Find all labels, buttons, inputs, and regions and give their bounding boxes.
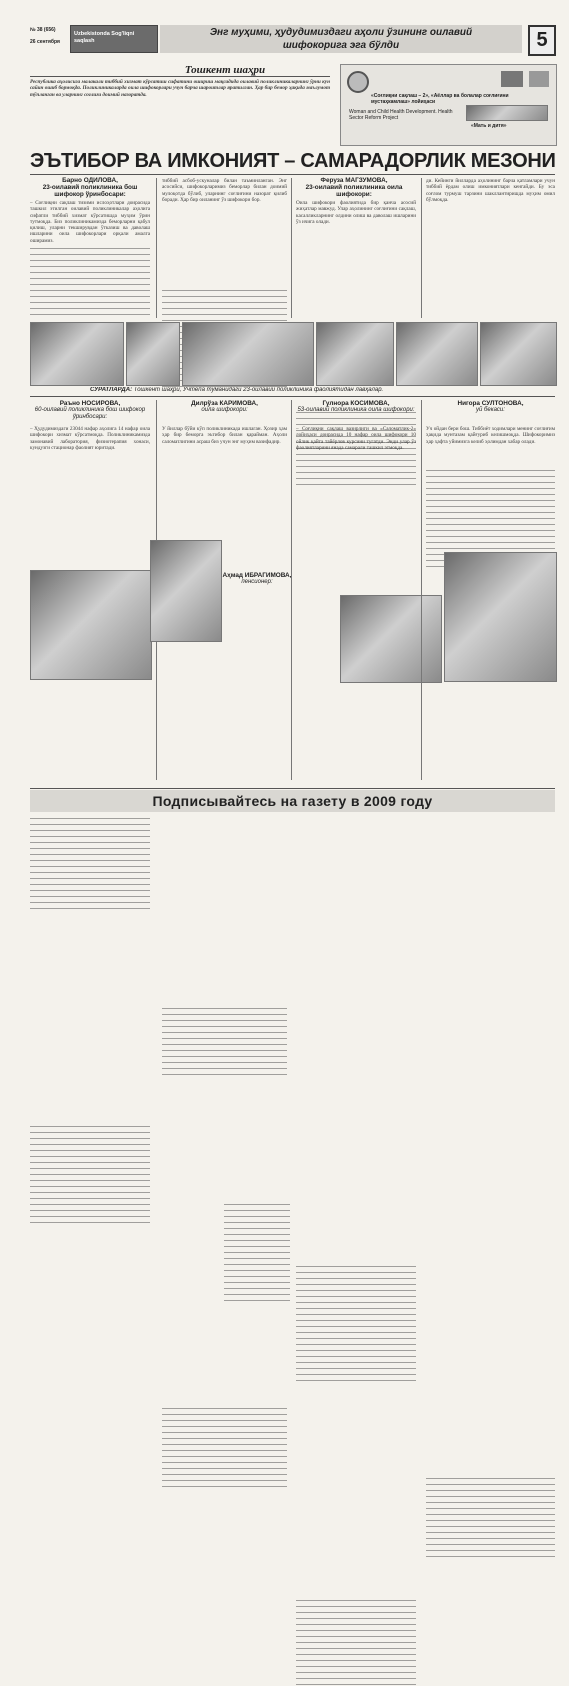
date-line: 26 сентября	[30, 39, 60, 45]
ad-label-1: «Соғлиқни сақлаш – 2», «Аёллар ва болалар соғлиғини мустаҳкамлаш» лойиҳаси	[371, 93, 509, 105]
article-photo	[444, 552, 557, 682]
footer-text: Подписывайтесь на газету в 2009 году	[152, 793, 433, 809]
author-name: Барно ОДИЛОВА,	[62, 177, 118, 184]
author-block	[30, 177, 150, 198]
interview-header	[162, 400, 287, 414]
column-rule	[291, 178, 292, 318]
interview-header	[296, 400, 416, 414]
divider	[30, 396, 555, 397]
article-photo	[340, 595, 442, 683]
headline-line-1: Энг муҳими, ҳудудимиздаги аҳоли ўзининг оилавий	[209, 27, 473, 38]
article-photo	[150, 540, 222, 642]
ad-label-3: «Мать и дитя»	[471, 123, 507, 129]
column-rule	[156, 178, 157, 318]
column-rule	[421, 178, 422, 318]
text-lines	[30, 248, 150, 320]
issue-line: № 38 (656)	[30, 27, 56, 33]
article-column: – Соғлиқни сақлаш вазирлиги ва «Саломатлик-2» лойиҳаси доирасида 10 нафар оила шифокори 10 ойлик қайта тайёрлов курсини тугатди. Энди улар ўз фаолиятларини янада самарали ташкил этмоқда.	[296, 426, 416, 451]
author-role: 23-оилавий поликлиника оила шифокори:	[305, 184, 403, 198]
ad-photo	[466, 105, 548, 121]
article-photo	[30, 570, 152, 680]
author-block	[294, 177, 414, 198]
text-lines	[296, 1266, 416, 1386]
interviewee-name: Гулнора КОСИМОВА,	[322, 400, 390, 407]
text-lines	[30, 1126, 150, 1224]
headline-line-2: шифокорига эга бўлди	[282, 40, 400, 51]
article-photo	[316, 322, 394, 386]
interviewee-role: пенсионер:	[241, 579, 273, 585]
interviewee-role: уй бекаси:	[476, 407, 505, 413]
masthead	[30, 25, 555, 57]
ad-label-2: Woman and Child Health Development. Health Sector Reform Project	[349, 109, 453, 121]
text-lines	[162, 1008, 287, 1078]
article-photo	[396, 322, 478, 386]
interviewee-role: оила шифокори:	[201, 407, 248, 413]
text-lines	[426, 1478, 555, 1558]
author-role: 23-оилавий поликлиника бош шифокор ўринбосари:	[42, 184, 138, 198]
divider	[30, 788, 555, 789]
project-ad	[340, 64, 557, 146]
article-photo	[182, 322, 314, 386]
main-title: ЭЪТИБОР ВА ИМКОНИЯТ – САМАРАДОРЛИК МЕЗОНИ	[30, 150, 556, 172]
emblem-icon	[347, 71, 369, 93]
article-column: Уч ойдан бери бош. Тиббиёт ходимлари менинг соғлиғим ҳақида мунтазам қайғуриб келишмоқда. Шифокоримиз ҳар ҳафта уйимизга келиб ҳолимдан хабар олади.	[426, 426, 555, 445]
page-number: 5	[536, 29, 548, 51]
footer-banner	[30, 790, 555, 812]
divider	[30, 174, 555, 175]
article-column: Оила шифокори фаолиятида бир қанча асосий жиҳатлар мавжуд. Улар аҳолининг соғлиғини сақлаш, касалликларнинг олдини олиш ва даволаш ишларини ўз ичига олади.	[296, 200, 416, 225]
photo-caption	[90, 387, 555, 393]
article-photo	[126, 322, 180, 386]
text-lines	[30, 818, 150, 914]
logo-text: Uzbekistonda Sog'liqni saqlash	[74, 31, 135, 44]
text-lines	[224, 1204, 290, 1304]
author-name: Феруза МАГЗУМОВА,	[320, 177, 388, 184]
column-rule	[421, 400, 422, 780]
interviewee-name: Нигора СУЛТОНОВА,	[457, 400, 524, 407]
text-lines	[296, 1600, 416, 1686]
headline-banner	[160, 25, 522, 53]
article-column: – Ҳудудимиздаги 23044 нафар аҳолига 14 нафар оила шифокори хизмат кўрсатмоқда. Поликлиникамизда замонавий лаборатория, физиотерапия хонаси, кундузги стационар фаолият юритади.	[30, 426, 150, 451]
interview-header	[30, 400, 150, 421]
interviewee-role: 60-оилавий поликлиника бош шифокор ўринбосари:	[34, 407, 146, 420]
interviewee-name: Раъно НОСИРОВА,	[59, 400, 121, 407]
interviewee-name: Дилрўза КАРИМОВА,	[191, 400, 258, 407]
newspaper-logo	[70, 25, 158, 53]
interviewee-name: Аҳмад ИБРАГИМОВА,	[222, 572, 292, 579]
city-title: Тошкент шаҳри	[184, 64, 266, 76]
text-lines	[162, 1408, 287, 1492]
interview-header	[222, 572, 292, 586]
article-column: – Соғлиқни сақлаш тизими ислоҳотлари доирасида ташкил этилган оилавий поликлиникалар аҳолига сифатли тиббий хизмат кўрсатишда муҳим ўрин тутмоқда. Биз поликлиникамизда беморларни қабул қилиш, уларни текширувдан ўтказиш ва даволаш ишларини оила шифокорлари орқали амалга оширамиз.	[30, 200, 150, 244]
photo-caption-label: СУРАТЛАРДА:	[90, 387, 133, 393]
article-photo	[480, 322, 557, 386]
photo-caption-text: Тошкент шаҳри, Учтепа туманидаги 23-оилавий поликлиника фаолиятидан лавҳалар.	[133, 387, 384, 393]
article-column: тиббий асбоб-ускуналар билан таъминланган. Энг асосийси, шифокорларимиз беморлар билан доимий мулоқотда бўлиб, уларнинг соғлиғини назорат қилиб боради. Ҳар бир оиланинг ўз шифокори бор.	[162, 178, 287, 203]
logo-icon	[501, 71, 523, 87]
article-column: ди. Кейинги йилларда аҳолининг барча қатламлари учун тиббий ёрдам олиш имкониятлари кенгайди. Бу эса соғлом турмуш тарзини шакллантиришда муҳим омил бўлмоқда.	[426, 178, 555, 203]
page-number-box	[528, 25, 556, 56]
column-rule	[291, 400, 292, 780]
divider	[30, 76, 330, 77]
logo-icon	[529, 71, 549, 87]
article-column: У йиллар бўйи кўп поликлиникада ишлаган. Ҳозир ҳам ҳар бир беморга эътибор билан қарайман. Аҳоли саломатлигини асраш биз учун энг муҳим вазифадир.	[162, 426, 287, 445]
interviewee-role: 53-оилавий поликлиника оила шифокори:	[297, 407, 415, 413]
interview-header	[426, 400, 555, 414]
article-photo	[30, 322, 124, 386]
intro-text: Республика аҳолисига малакали тиббий хизмат кўрсатиш сифатини ошириш мақсадида оилавий поликлиникаларнинг ўрни кун сайин ошиб бормоқда. Поликлиникаларда оила шифокорлари учун барча шароитлар яратилган. Ҳар бир бемор ҳақида маълумот тўпланган ва уларнинг соғлиғи доимий назоратда.	[30, 79, 330, 98]
